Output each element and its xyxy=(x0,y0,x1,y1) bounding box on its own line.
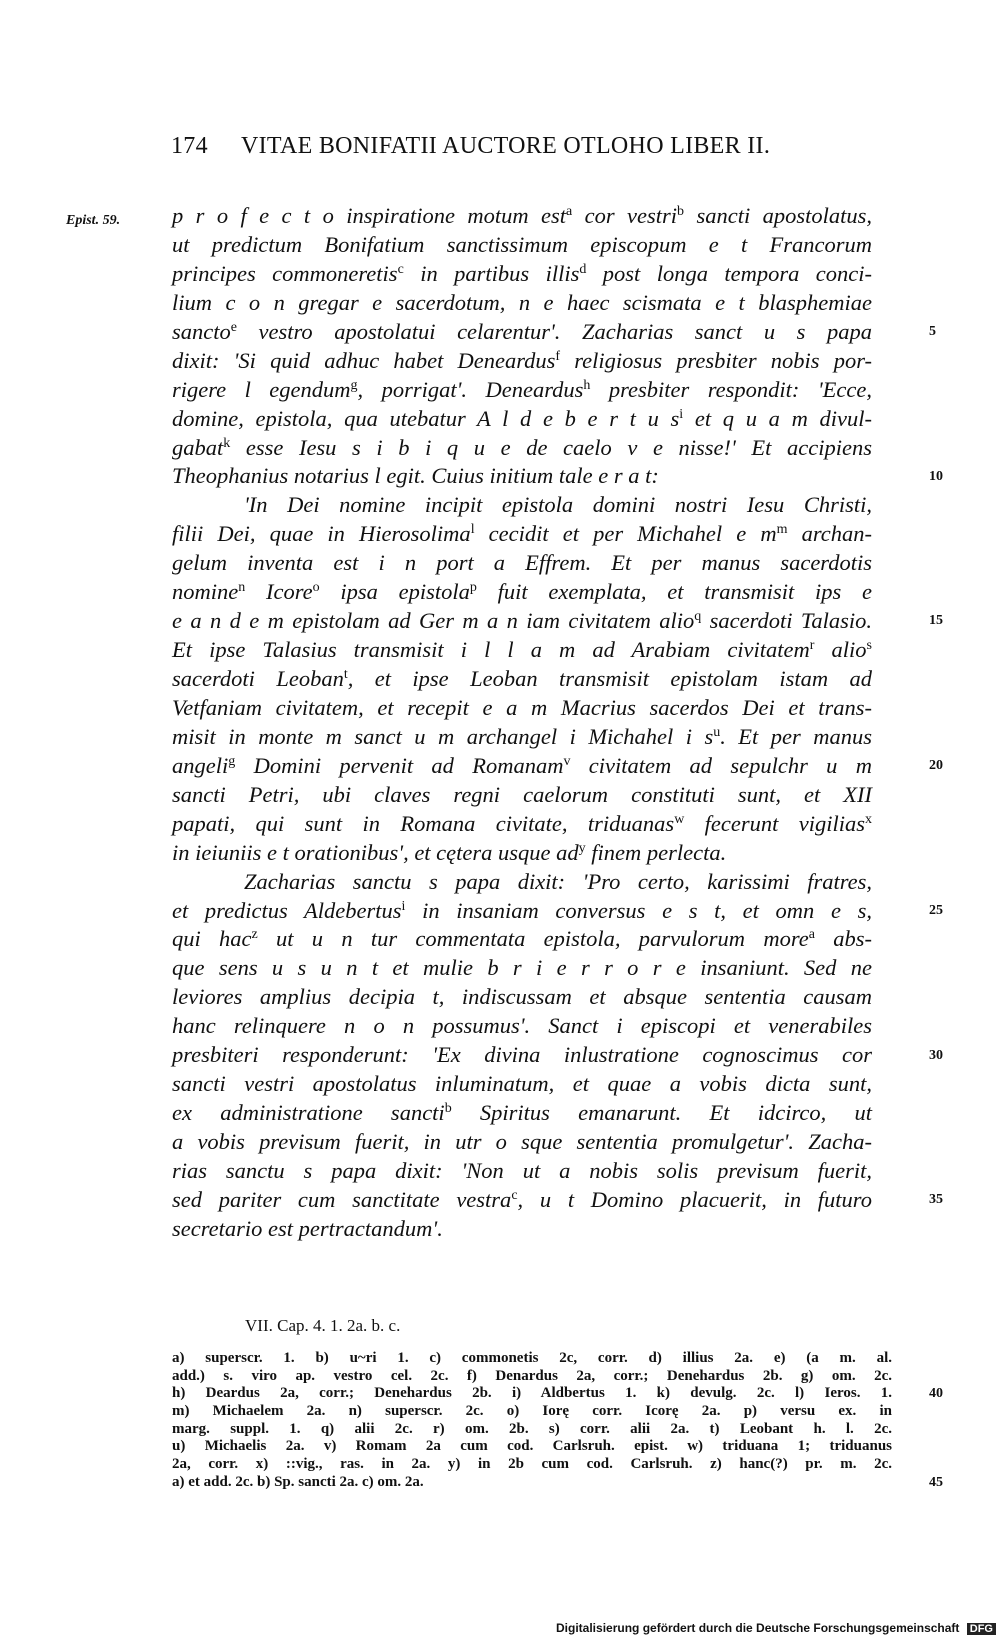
note-line: add.) s. viro ap. vestro cel. 2c. f) Denardus 2a, corr.; Denehardus 2b. g) om. 2c. xyxy=(172,1367,892,1384)
text-line: papati, qui sunt in Romana civitate, triduanas$^w$ fecerunt vigilias$^x$ xyxy=(172,810,873,836)
text-line: sed pariter cum sanctitate vestra$^c$, u t Domino placuerit, in futuro xyxy=(172,1186,872,1212)
text-line: angeli$^g$ Domini pervenit ad Romanam$^v$ civitatem ad sepulchr u m xyxy=(172,752,872,778)
line-number: 35 xyxy=(929,1192,943,1208)
note-line: marg. suppl. 1. q) alii 2c. r) om. 2b. s) corr. alii 2a. t) Leobant h. l. 2c. xyxy=(172,1420,892,1437)
line-number: 25 xyxy=(929,902,943,918)
text-line: Theophanius notarius l egit. Cuius initium tale e r a t: xyxy=(172,463,659,489)
text-line: p r o f e c t o inspiratione motum est$^a$ cor vestri$^b$ sancti apostolatus, xyxy=(172,203,872,228)
note-line: m) Michaelem 2a. n) superscr. 2c. o) Iorę corr. Icorę 2a. p) versu ex. in xyxy=(172,1403,892,1420)
text-line: in ieiuniis e t orationibus', et cętera usque $ad^y$ finem perlecta. xyxy=(172,839,727,865)
text-line: Et ipse Talasius transmisit i l l a m ad Arabiam civitatem$^r$ alio$^s$ xyxy=(172,637,872,663)
chapter-reference: VII. Cap. 4. 1. 2a. b. c. xyxy=(245,1316,401,1335)
running-title: VITAE BONIFATII AUCTORE OTLOHO LIBER II. xyxy=(241,133,771,159)
text-line: 'In Dei nomine incipit epistola domini nostri Iesu Christi, xyxy=(244,492,872,518)
line-number: 10 xyxy=(929,468,943,484)
text-line: domine, epistola, qua utebatur A l d e b e r t u $s^i$ et q u a m divul- xyxy=(172,405,872,431)
line-number: 15 xyxy=(929,613,943,629)
line-number: 40 xyxy=(929,1386,943,1402)
text-line: que sens u s u n t et mulie b r i e r r o r e insaniunt. Sed ne xyxy=(172,955,872,981)
text-line: sancti vestri apostolatus inluminatum, et quae a vobis dicta sunt, xyxy=(172,1071,872,1097)
text-line: gabat$^k$ esse Iesu s i b i q u e de caelo v e nisse!' Et accipiens xyxy=(172,434,872,460)
text-line: lium c o n gregar e sacerdotum, n e haec scismata e t blasphemiae xyxy=(172,289,872,315)
line-number: 45 xyxy=(929,1474,943,1490)
text-line: Zacharias sanctu s papa dixit: 'Pro certo, karissimi fratres, xyxy=(244,868,872,894)
note-line: h) Deardus 2a, corr.; Denehardus 2b. i) Aldbertus 1. k) devulg. 2c. l) Ieros. 1. xyxy=(172,1385,892,1402)
critical-apparatus xyxy=(172,1350,892,1492)
text-line: sancto$^e$ vestro apostolatui celarentur'. Zacharias sanct u s papa xyxy=(172,318,872,344)
running-header xyxy=(171,133,861,160)
main-text xyxy=(172,202,872,1244)
credit-text: Digitalisierung gefördert durch die Deutsche Forschungsgemeinschaft xyxy=(556,1621,960,1635)
text-line: a vobis previsum fuerit, in utr o sque sententia promulgetur'. Zacha- xyxy=(172,1129,872,1154)
text-line: filii Dei, quae in Hierosolima$^l$ cecidit et per Michahel e $m^m$ archan- xyxy=(172,521,872,547)
text-line: presbiteri responderunt: 'Ex divina inlustratione cognoscimus cor xyxy=(172,1042,872,1068)
note-line: a) superscr. 1. b) u~ri 1. c) commonetis 2c, corr. d) illius 2a. e) (a m. al. xyxy=(172,1350,892,1366)
page-number: 174 xyxy=(171,133,208,159)
text-line: sacerdoti Leoban$^t$, et ipse Leoban transmisit epistolam istam ad xyxy=(172,666,872,691)
dfg-logo: DFG xyxy=(967,1623,996,1635)
text-line: secretario est pertractandum'. xyxy=(172,1215,443,1241)
note-line: a) et add. 2c. b) Sp. sancti 2a. c) om. 2a. xyxy=(172,1473,424,1490)
text-line: ex administratione sancti$^b$ Spiritus emanarunt. Et idcirco, ut xyxy=(172,1100,872,1126)
text-line: leviores amplius decipia t, indiscussam et absque sententia causam xyxy=(172,984,872,1010)
text-line: hanc relinquere n o n possumus'. Sanct i episcopi et venerabiles xyxy=(172,1013,872,1039)
text-line: rigere l egendum$^g$, porrigat'. Deneardus$^h$ presbiter respondit: 'Ecce, xyxy=(172,376,872,402)
text-line: nomine$^n$ Icore$^o$ ipsa epistola$^p$ fuit exemplata, et transmisit ips e xyxy=(172,579,872,605)
digitization-credit xyxy=(556,1621,996,1635)
line-number: 20 xyxy=(929,758,943,774)
line-number: 30 xyxy=(929,1047,943,1063)
text-line: Vetfaniam civitatem, et recepit e a m Macrius sacerdos Dei et trans- xyxy=(172,694,872,720)
text-line: qui hac$^z$ ut u n tur commentata epistola, parvulorum more$^a$ abs- xyxy=(172,926,872,952)
text-line: sancti Petri, ubi claves regni caelorum constituti sunt, et XII xyxy=(172,781,872,807)
margin-reference: Epist. 59. xyxy=(66,213,121,228)
line-number: 5 xyxy=(929,323,936,339)
text-line: rias sanctu s papa dixit: 'Non ut a nobis solis previsum fuerit, xyxy=(172,1157,872,1183)
text-line: ut predictum Bonifatium sanctissimum episcopum e t Francorum xyxy=(172,231,872,257)
text-line: misit in monte m sanct u m archangel i Michahel i $s^u$. Et per manus xyxy=(172,723,872,749)
note-line: u) Michaelis 2a. v) Romam 2a cum cod. Carlsruh. epist. w) triduana 1; triduanus xyxy=(172,1438,892,1455)
text-line: et predictus Aldebertus$^i$ in insaniam conversus e s t, et omn e s, xyxy=(172,897,872,923)
text-line: gelum inventa est i n port a Effrem. Et per manus sacerdotis xyxy=(172,550,872,576)
text-line: dixit: 'Si quid adhuc habet Deneardus$^f$ religiosus presbiter nobis por- xyxy=(172,347,872,373)
note-line: 2a, corr. x) ::vig., ras. in 2a. y) in 2b cum cod. Carlsruh. z) hanc(?) pr. m. 2c. xyxy=(172,1456,892,1473)
text-line: principes commoneretis$^c$ in partibus illis$^d$ post longa tempora conci- xyxy=(172,260,873,286)
text-line: e a n d e m epistolam ad Ger m a n iam civitatem alio$^q$ sacerdoti Talasio. xyxy=(172,608,872,634)
